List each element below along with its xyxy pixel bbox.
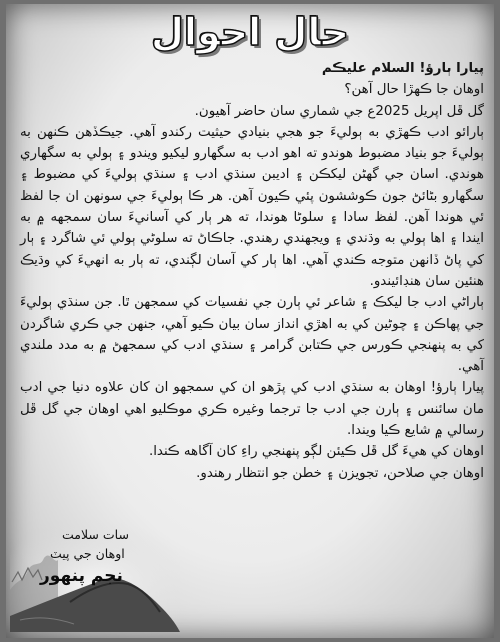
paragraph-6: اوهان کي هيءَ گل ڦل ڪيئن لڳو پنهنجي راءِ کان آگاهه ڪندا. — [148, 444, 484, 460]
signature-name: نجم پنهور — [40, 566, 123, 586]
letter-body — [20, 58, 484, 484]
paragraph-4: ٻاراڻي ادب جا ليکڪ ۽ شاعر ئي ٻارن جي نفسيات کي سمجهن ٿا. جن سنڌي ٻوليءَ جي پهاڪن ۽ چوڻين کي به اهڙي انداز سان بيان ڪيو آهي، جنهن جي ڪري شاگردن کي به پنهنجي ڪورس جي ڪتابن گرامر ۽ سنڌي ادب کي سمجهڻ ۾ به مدد ملندي آهي. — [20, 295, 484, 375]
paragraph-3: ٻارائو ادب ڪهڙي به ٻوليءَ جو هجي بنيادي حيثيت رکندو آهي. جيڪڏهن ڪنهن به ٻوليءَ جو بنياد مضبوط هوندو ته اهو ادب به سگهارو ليکيو ويندو ۽ ٻولي به سگهاري هوندي. اسان جي گهڻن ليکڪن ۽ اديبن سنڌي ادب ۽ سنڌي ٻوليءَ کي مضبوط ۽ سگهارو بڻائڻ جون ڪوششون پئي ڪيون آهن. هر ڪا ٻوليءَ جي سونهن ان جا لفظ ئي هوندا آهن. لفظ سادا ۽ سلوڻا هوندا، ته هر ٻار کي آسانيءَ سان سمجهه ۾ به ايندا ۽ اها ٻولي به وڌندي ۽ ويجهندي رهندي. جاڪاڻ ته سلوڻي ٻولي ئي شاگرد ۽ ٻار کي پاڻ ڏانهن متوجه ڪندي آهي. اها ٻار کي آسان لڳندي، ته ٻار به انهيءَ کي وڌيڪ هنئين سان هنڊائيندو. — [20, 124, 484, 289]
relation-line: اوهان جي پيٽ — [50, 546, 125, 561]
paragraph-7: اوهان جي صلاحن، تجويزن ۽ خطن جو انتظار رهندو. — [196, 465, 484, 481]
page-title: حال احوال — [150, 10, 350, 54]
closing-line: سات سلامت — [62, 527, 129, 542]
paragraph-5: پيارا ٻارؤ! اوهان به سنڌي ادب کي پڙهو ان کي سمجهو ان کان علاوه دنيا جي ادب مان سائنس ۽ ٻارن جي ادب جا ترجما وغيره ڪري موڪليو اهي اوهان جي گل ڦل رسالي ۾ شايع ڪيا ويندا. — [20, 380, 484, 439]
greeting-line: پيارا ٻارؤ! السلام عليڪم — [321, 61, 484, 76]
paragraph-2: گل ڦل اپريل 2025ع جي شماري سان حاضر آهيون. — [194, 103, 484, 119]
paragraph-1: اوهان جا ڪهڙا حال آهن؟ — [344, 82, 484, 98]
